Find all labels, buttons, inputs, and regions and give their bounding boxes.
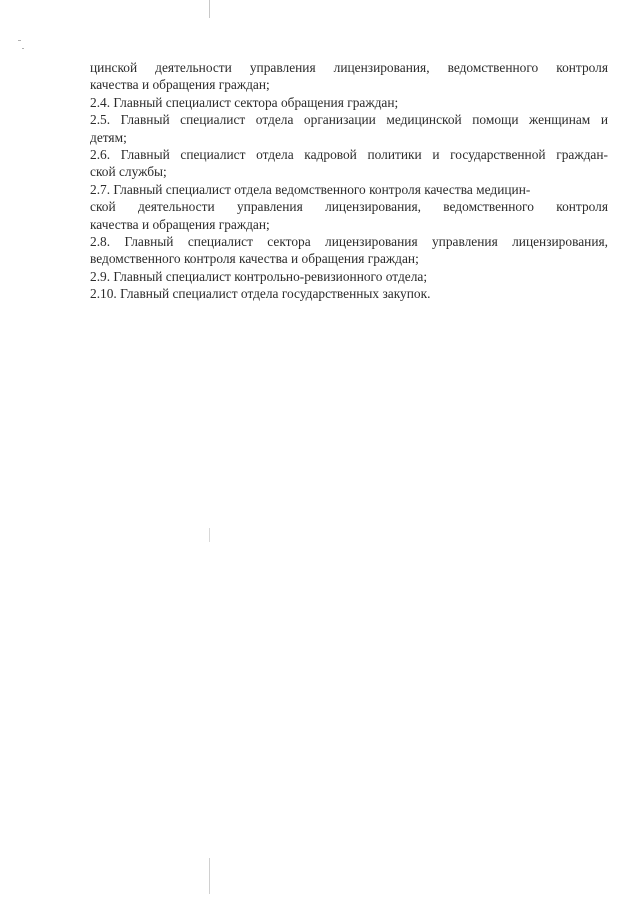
text-line: 2.4. Главный специалист сектора обращения граждан; [90,94,399,110]
paragraph-p-2-8 [90,233,608,268]
paragraph-p-2-3-cont [90,59,608,94]
text-line: 2.10. Главный специалист отдела государственных закупок. [90,286,431,302]
text-line: цинской деятельности управления лицензирования, ведомственного контроля [90,60,608,75]
text-line: ской деятельности управления лицензирования, ведомственного контроля [90,199,608,215]
paragraph-p-2-10 [90,285,608,302]
text-line: 2.9. Главный специалист контрольно-ревизионного отдела; [90,268,428,284]
paragraph-p-2-6 [90,146,608,181]
text-line: ской службы; [90,164,167,180]
scan-artifact-left-1 [18,40,21,41]
scan-artifact-top [209,0,210,18]
text-line: ведомственного контроля качества и обращения граждан; [90,251,419,267]
scan-artifact-left-2 [22,48,24,49]
text-line: качества и обращения граждан; [90,77,270,93]
text-line: 2.5. Главный специалист отдела организации медицинской помощи женщинам и [90,112,608,128]
text-line: 2.7. Главный специалист отдела ведомственного контроля качества медицин- [90,181,531,197]
paragraph-p-2-7 [90,181,608,233]
text-line: 2.8. Главный специалист сектора лицензирования управления лицензирования, [90,233,608,249]
scan-artifact-bottom [209,858,210,894]
document-body [90,59,608,302]
paragraph-p-2-9 [90,268,608,285]
scan-artifact-middle [209,528,210,542]
text-line: 2.6. Главный специалист отдела кадровой политики и государственной граждан- [90,146,608,162]
paragraph-p-2-5 [90,111,608,146]
paragraph-p-2-4 [90,94,608,111]
text-line: качества и обращения граждан; [90,216,270,232]
text-line: детям; [90,129,127,145]
